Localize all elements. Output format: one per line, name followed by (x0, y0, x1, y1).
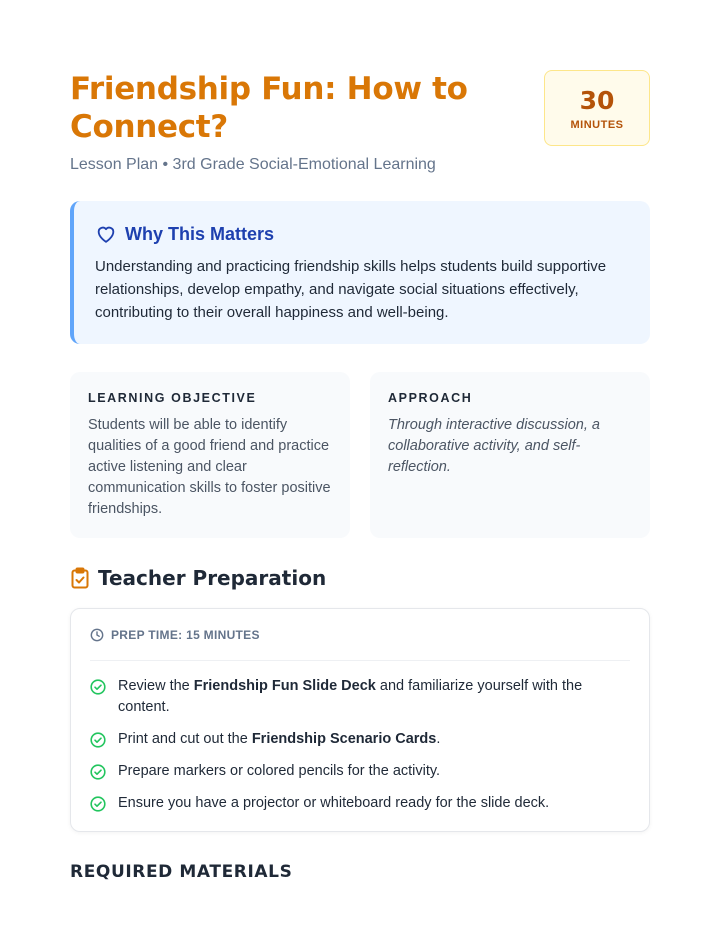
lesson-header (70, 70, 650, 180)
prep-task-list (90, 676, 630, 814)
duration-unit: MINUTES (570, 119, 624, 131)
heart-icon (95, 223, 117, 245)
prep-time-label: PREP TIME: 15 MINUTES (111, 627, 260, 642)
prep-task-item (90, 761, 630, 782)
prep-task-text: Prepare markers or colored pencils for the activity. (118, 763, 441, 779)
prep-task-text: Ensure you have a projector or whiteboard ready for the slide deck. (118, 795, 550, 811)
prep-title: Teacher Preparation (98, 566, 327, 590)
learning-objective-card (70, 372, 350, 538)
clock-icon (90, 628, 104, 642)
duration-badge (544, 70, 650, 146)
approach-card (370, 372, 650, 538)
objective-body: Students will be able to identify qualities of a good friend and practice active listening and clear communication skills to foster positive friendships. (88, 417, 331, 517)
duration-value: 30 (579, 86, 615, 115)
objective-label: LEARNING OBJECTIVE (88, 391, 257, 405)
clipboard-icon (70, 567, 90, 589)
check-circle-icon (90, 732, 106, 748)
prep-task-item (90, 676, 630, 718)
why-this-matters-callout (70, 201, 650, 344)
page-subtitle: Lesson Plan • 3rd Grade Social-Emotional Learning (70, 156, 436, 173)
prep-task-item (90, 729, 630, 750)
page-title: Friendship Fun: How to Connect? (70, 71, 468, 145)
why-title: Why This Matters (125, 223, 275, 244)
check-circle-icon (90, 796, 106, 812)
why-body: Understanding and practicing friendship skills helps students build supportive relationships, develop empathy, and navigate social situations effectively, contributing to their overall happiness and well-being. (95, 258, 607, 321)
approach-body: Through interactive discussion, a collaborative activity, and self-reflection. (388, 417, 600, 475)
approach-label: APPROACH (388, 391, 473, 405)
prep-time (90, 609, 630, 661)
check-circle-icon (90, 764, 106, 780)
required-materials-heading: REQUIRED MATERIALS (70, 862, 293, 882)
teacher-preparation-heading (70, 566, 326, 590)
prep-task-text: Review the Friendship Fun Slide Deck and familiarize yourself with the content. (118, 678, 583, 715)
prep-task-text: Print and cut out the Friendship Scenario Cards. (118, 731, 441, 747)
check-circle-icon (90, 679, 106, 695)
prep-task-item (90, 793, 630, 814)
teacher-preparation-box (70, 608, 650, 832)
